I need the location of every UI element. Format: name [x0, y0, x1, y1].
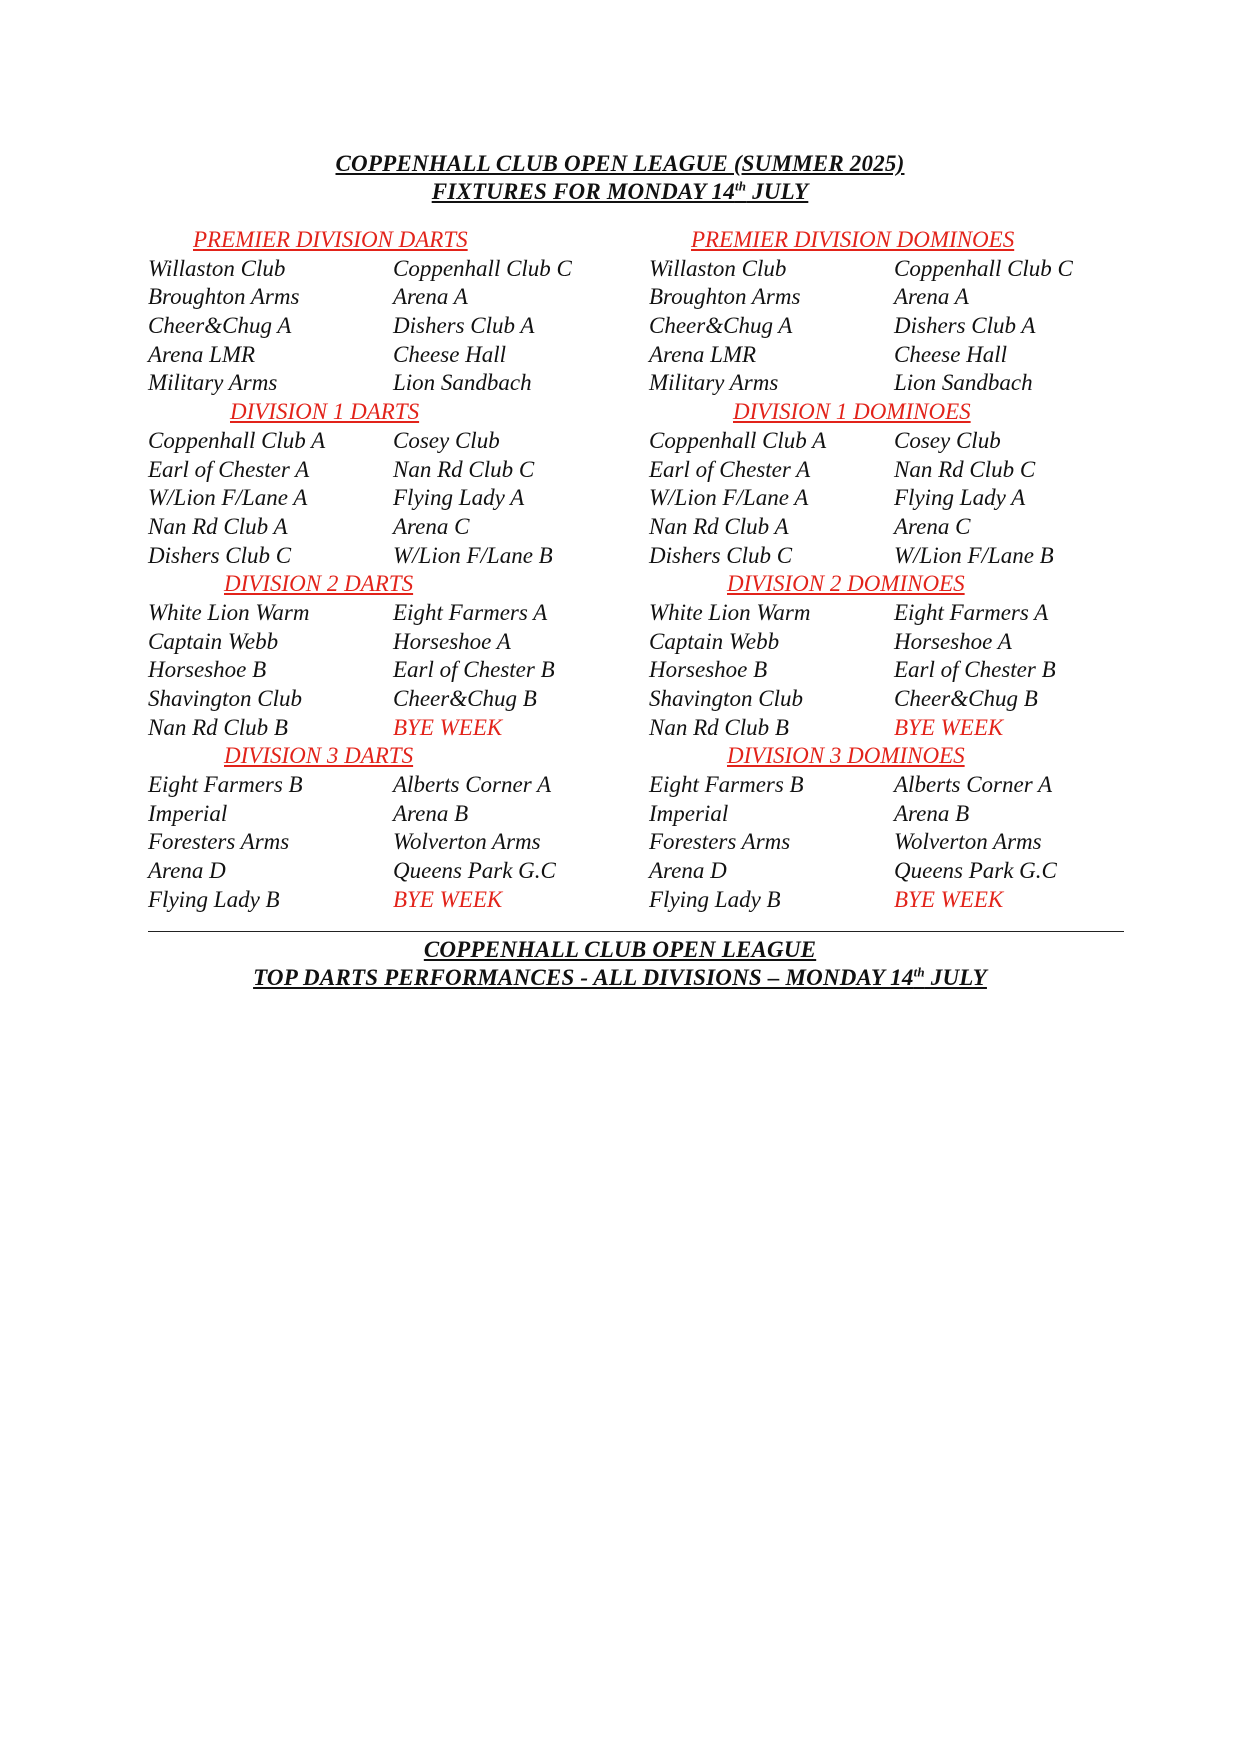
home-team: Arena LMR [148, 341, 256, 367]
away-team: Cosey Club [894, 427, 1001, 453]
bye-week-label: BYE WEEK [393, 886, 503, 912]
darts-division-heading: DIVISION 1 DARTS [230, 399, 420, 425]
away-team: Arena B [894, 800, 970, 826]
away-team: Cheer&Chug B [894, 686, 1038, 711]
home-team: Dishers Club C [148, 542, 292, 568]
darts-fixture-row [148, 484, 648, 513]
home-team: Arena D [649, 858, 727, 884]
home-team: Earl of Chester A [649, 456, 811, 482]
darts-division-heading: DIVISION 2 DARTS [224, 571, 414, 597]
away-team: Coppenhall Club C [393, 255, 572, 281]
darts-fixture-row [148, 857, 648, 886]
home-team: Flying Lady B [148, 886, 280, 912]
home-team: W/Lion F/Lane A [649, 485, 809, 511]
dominoes-fixture-row [649, 628, 1149, 657]
away-team: Arena B [393, 800, 469, 826]
away-team: Dishers Club A [393, 313, 535, 339]
away-team: Nan Rd Club C [894, 456, 1036, 482]
home-team: Military Arms [649, 370, 779, 396]
dominoes-fixture-row [649, 513, 1149, 542]
away-team: Alberts Corner A [393, 772, 552, 798]
performances-title-text: COPPENHALL CLUB OPEN LEAGUE [423, 937, 817, 962]
darts-fixture-row [148, 255, 648, 284]
home-team: White Lion Warm [649, 599, 811, 625]
away-team: Nan Rd Club C [393, 456, 535, 482]
dominoes-fixture-row [649, 800, 1149, 829]
away-team: Eight Farmers A [894, 599, 1049, 625]
away-team: Earl of Chester B [894, 657, 1056, 683]
away-team: Queens Park G.C [894, 858, 1057, 884]
away-team: Horseshoe A [393, 628, 511, 654]
fixtures-date-text: FIXTURES FOR MONDAY 14 [431, 179, 735, 204]
away-team: Earl of Chester B [393, 657, 555, 683]
away-team: Arena C [393, 513, 470, 539]
dominoes-fixture-row [649, 599, 1149, 628]
darts-fixture-row [148, 685, 648, 714]
home-team: Willaston Club [649, 255, 787, 281]
darts-fixture-row [148, 828, 648, 857]
bye-week-label: BYE WEEK [393, 714, 503, 740]
home-team: Horseshoe B [148, 657, 267, 683]
home-team: Shavington Club [148, 686, 302, 711]
darts-fixture-row [148, 714, 648, 743]
document-title-text: COPPENHALL CLUB OPEN LEAGUE (SUMMER 2025) [335, 151, 905, 176]
away-team: Wolverton Arms [894, 829, 1042, 855]
dominoes-fixture-row [649, 886, 1149, 915]
home-team: Cheer&Chug A [148, 313, 292, 339]
darts-fixture-row [148, 800, 648, 829]
darts-fixture-row [148, 656, 648, 685]
home-team: Shavington Club [649, 686, 803, 711]
darts-fixture-row [148, 513, 648, 542]
away-team: Wolverton Arms [393, 829, 541, 855]
bye-week-label: BYE WEEK [894, 886, 1004, 912]
dominoes-fixture-row [649, 369, 1149, 398]
performances-subtitle-month: JULY [924, 965, 987, 990]
darts-fixture-row [148, 283, 648, 312]
dominoes-fixture-row [649, 255, 1149, 284]
darts-division-heading: PREMIER DIVISION DARTS [193, 227, 468, 252]
darts-fixture-row [148, 599, 648, 628]
away-team: Coppenhall Club C [894, 255, 1073, 281]
home-team: Captain Webb [649, 628, 780, 654]
home-team: Broughton Arms [649, 284, 801, 310]
home-team: Eight Farmers B [148, 772, 303, 798]
dominoes-fixture-row [649, 312, 1149, 341]
dominoes-division-heading: DIVISION 1 DOMINOES [733, 399, 971, 425]
home-team: Nan Rd Club B [649, 714, 789, 740]
away-team: Eight Farmers A [393, 599, 548, 625]
home-team: Flying Lady B [649, 886, 781, 912]
home-team: Earl of Chester A [148, 456, 310, 482]
home-team: Nan Rd Club A [148, 513, 288, 539]
away-team: Lion Sandbach [894, 370, 1033, 396]
performances-subtitle-ordinal: th [913, 964, 925, 980]
away-team: Dishers Club A [894, 313, 1036, 339]
darts-fixture-row [148, 628, 648, 657]
away-team: Cheese Hall [393, 341, 507, 367]
dominoes-fixture-row [649, 542, 1149, 571]
home-team: Military Arms [148, 370, 278, 396]
fixtures-date-ordinal: th [734, 178, 747, 194]
performances-subtitle-text: TOP DARTS PERFORMANCES - ALL DIVISIONS – MONDAY 14 [253, 965, 914, 990]
home-team: Foresters Arms [148, 829, 290, 855]
home-team: Dishers Club C [649, 542, 793, 568]
dominoes-division-heading: DIVISION 2 DOMINOES [727, 571, 965, 597]
away-team: Alberts Corner A [894, 772, 1053, 798]
away-team: Horseshoe A [894, 628, 1012, 654]
home-team: White Lion Warm [148, 599, 310, 625]
home-team: Foresters Arms [649, 829, 791, 855]
dominoes-division-heading: PREMIER DIVISION DOMINOES [691, 227, 1015, 252]
home-team: Arena D [148, 858, 226, 884]
darts-fixture-row [148, 456, 648, 485]
away-team: Cheer&Chug B [393, 686, 537, 711]
home-team: Nan Rd Club B [148, 714, 288, 740]
dominoes-fixture-row [649, 341, 1149, 370]
home-team: Arena LMR [649, 341, 757, 367]
dominoes-fixture-row [649, 656, 1149, 685]
dominoes-fixture-row [649, 714, 1149, 743]
away-team: Arena A [393, 284, 468, 310]
document-title [0, 150, 1240, 178]
dominoes-fixture-row [649, 685, 1149, 714]
dominoes-fixture-row [649, 771, 1149, 800]
darts-fixtures-column [148, 226, 648, 915]
darts-fixture-row [148, 886, 648, 915]
home-team: Captain Webb [148, 628, 279, 654]
home-team: Nan Rd Club A [649, 513, 789, 539]
darts-division-heading: DIVISION 3 DARTS [224, 743, 414, 769]
home-team: Cheer&Chug A [649, 313, 793, 339]
dominoes-fixture-row [649, 456, 1149, 485]
away-team: Cosey Club [393, 427, 500, 453]
home-team: Coppenhall Club A [649, 427, 827, 453]
home-team: Eight Farmers B [649, 772, 804, 798]
darts-fixture-row [148, 542, 648, 571]
away-team: Arena A [894, 284, 969, 310]
fixtures-date-heading [0, 178, 1240, 206]
away-team: Cheese Hall [894, 341, 1008, 367]
away-team: Queens Park G.C [393, 858, 556, 884]
darts-fixture-row [148, 369, 648, 398]
home-team: Coppenhall Club A [148, 427, 326, 453]
dominoes-fixtures-column [649, 226, 1149, 915]
dominoes-division-heading: DIVISION 3 DOMINOES [727, 743, 965, 769]
dominoes-fixture-row [649, 427, 1149, 456]
darts-fixture-row [148, 427, 648, 456]
home-team: Horseshoe B [649, 657, 768, 683]
away-team: Lion Sandbach [393, 370, 532, 396]
away-team: W/Lion F/Lane B [393, 542, 553, 568]
home-team: W/Lion F/Lane A [148, 485, 308, 511]
bye-week-label: BYE WEEK [894, 714, 1004, 740]
dominoes-fixture-row [649, 828, 1149, 857]
home-team: Willaston Club [148, 255, 286, 281]
away-team: Arena C [894, 513, 971, 539]
dominoes-fixture-row [649, 283, 1149, 312]
section-divider [148, 931, 1124, 932]
darts-fixture-row [148, 771, 648, 800]
away-team: Flying Lady A [894, 485, 1026, 511]
dominoes-fixture-row [649, 484, 1149, 513]
performances-subtitle [0, 964, 1240, 992]
darts-fixture-row [148, 341, 648, 370]
away-team: W/Lion F/Lane B [894, 542, 1054, 568]
home-team: Imperial [148, 800, 228, 826]
dominoes-fixture-row [649, 857, 1149, 886]
home-team: Imperial [649, 800, 729, 826]
performances-title [0, 936, 1240, 964]
darts-fixture-row [148, 312, 648, 341]
home-team: Broughton Arms [148, 284, 300, 310]
away-team: Flying Lady A [393, 485, 525, 511]
fixtures-date-month: JULY [746, 179, 809, 204]
